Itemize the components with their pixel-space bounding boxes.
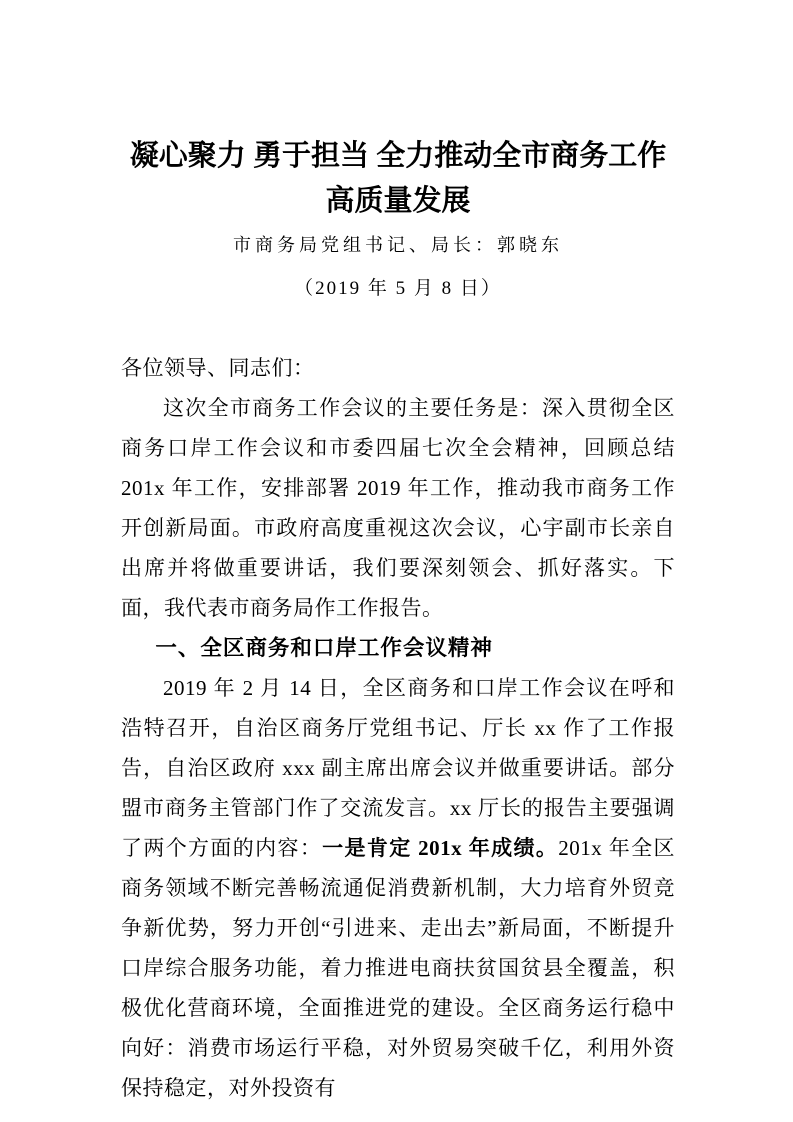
author-byline: 市商务局党组书记、局长：郭晓东: [233, 235, 563, 255]
document-title: 凝心聚力 勇于担当 全力推动全市商务工作高质量发展: [129, 140, 667, 217]
greeting-line: 各位领导、同志们：: [121, 356, 315, 380]
section-1-bold-phrase: 一是肯定 201x 年成绩。: [322, 836, 559, 860]
section-1-heading: 一、全区商务和口岸工作会议精神: [155, 636, 493, 660]
date-line: （2019 年 5 月 8 日）: [294, 278, 502, 299]
section-1-text-after-bold: 201x 年全区商务领域不断完善畅流通促消费新机制，大力培育外贸竞争新优势，努力开创“引进来、走出去”新局面，不断提升口岸综合服务功能，着力推进电商扶贫国贫县全覆盖，积极优化营商环境，全面推进党的建设。全区商务运行稳中向好：消费市场运行平稳，对外贸易突破千亿，利用外资保持稳定，对外投资有: [121, 836, 676, 1100]
intro-paragraph: 这次全市商务工作会议的主要任务是：深入贯彻全区商务口岸工作会议和市委四届七次全会精神，回顾总结 201x 年工作，安排部署 2019 年工作，推动我市商务工作开创新局面。市政府高度重视这次会议，心宇副市长亲自出席并将做重要讲话，我们要深刻领会、抓好落实。下面，我代表市商务局作工作报告。: [121, 396, 675, 620]
section-1-paragraph: [121, 668, 675, 1108]
document-body: [121, 348, 675, 1108]
section-1-text-before-bold: 2019 年 2 月 14 日，全区商务和口岸工作会议在呼和浩特召开，自治区商务厅党组书记、厅长 xx 作了工作报告，自治区政府 xxx 副主席出席会议并做重要讲话。部分盟市商务主管部门作了交流发言。xx 厅长的报告主要强调了两个方面的内容：: [121, 676, 675, 860]
